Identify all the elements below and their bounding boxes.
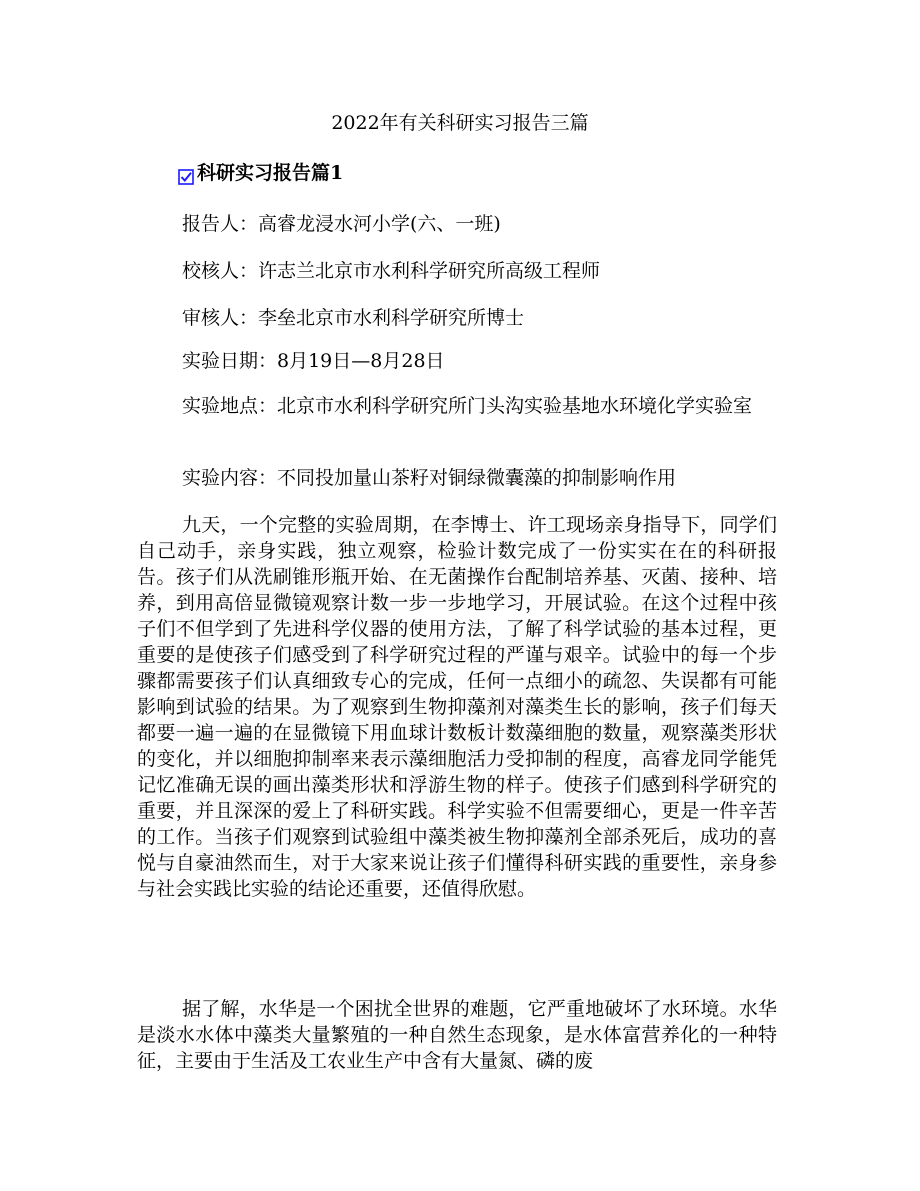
document-title: 2022年有关科研实习报告三篇 [331, 112, 589, 134]
date-line: 实验日期：8月19日—8月28日 [182, 350, 445, 372]
checker-line: 校核人：许志兰北京市水利科学研究所高级工程师 [182, 260, 601, 282]
reviewer-line: 审核人：李垒北京市水利科学研究所博士 [182, 307, 525, 329]
section-heading [178, 160, 343, 186]
location-line: 实验地点：北京市水利科学研究所门头沟实验基地水环境化学实验室 [182, 395, 753, 417]
body-paragraph-2: 据了解，水华是一个困扰全世界的难题，它严重地破坏了水环境。水华是淡水水体中藻类大量繁殖的一种自然生态现象，是水体富营养化的一种特征，主要由于生活及工农业生产中含有大量氮、磷的废 [137, 998, 777, 1072]
section-heading-text: 科研实习报告篇1 [197, 162, 344, 184]
content-line: 实验内容：不同投加量山茶籽对铜绿微囊藻的抑制影响作用 [182, 467, 677, 489]
checked-box-icon [178, 166, 194, 182]
reporter-line: 报告人：高睿龙浸水河小学(六、一班) [182, 213, 501, 235]
body-paragraph-1: 九天，一个完整的实验周期，在李博士、许工现场亲身指导下，同学们自己动手，亲身实践，独立观察，检验计数完成了一份实实在在的科研报告。孩子们从洗刷锥形瓶开始、在无菌操作台配制培养基、灭菌、接种、培养，到用高倍显微镜观察计数一步一步地学习，开展试验。在这个过程中孩子们不但学到了先进科学仪器的使用方法，了解了科学试验的基本过程，更重要的是使孩子们感受到了科学研究过程的严谨与艰辛。试验中的每一个步骤都需要孩子们认真细致专心的完成，任何一点细小的疏忽、失误都有可能影响到试验的结果。为了观察到生物抑藻剂对藻类生长的影响，孩子们每天都要一遍一遍的在显微镜下用血球计数板计数藻细胞的数量，观察藻类形状的变化，并以细胞抑制率来表示藻细胞活力受抑制的程度，高睿龙同学能凭记忆准确无误的画出藻类形状和浮游生物的样子。使孩子们感到科学研究的重要，并且深深的爱上了科研实践。科学实验不但需要细心，更是一件辛苦的工作。当孩子们观察到试验组中藻类被生物抑藻剂全部杀死后，成功的喜悦与自豪油然而生，对于大家来说让孩子们懂得科研实践的重要性，亲身参与社会实践比实验的结论还重要，还值得欣慰。 [137, 514, 777, 900]
